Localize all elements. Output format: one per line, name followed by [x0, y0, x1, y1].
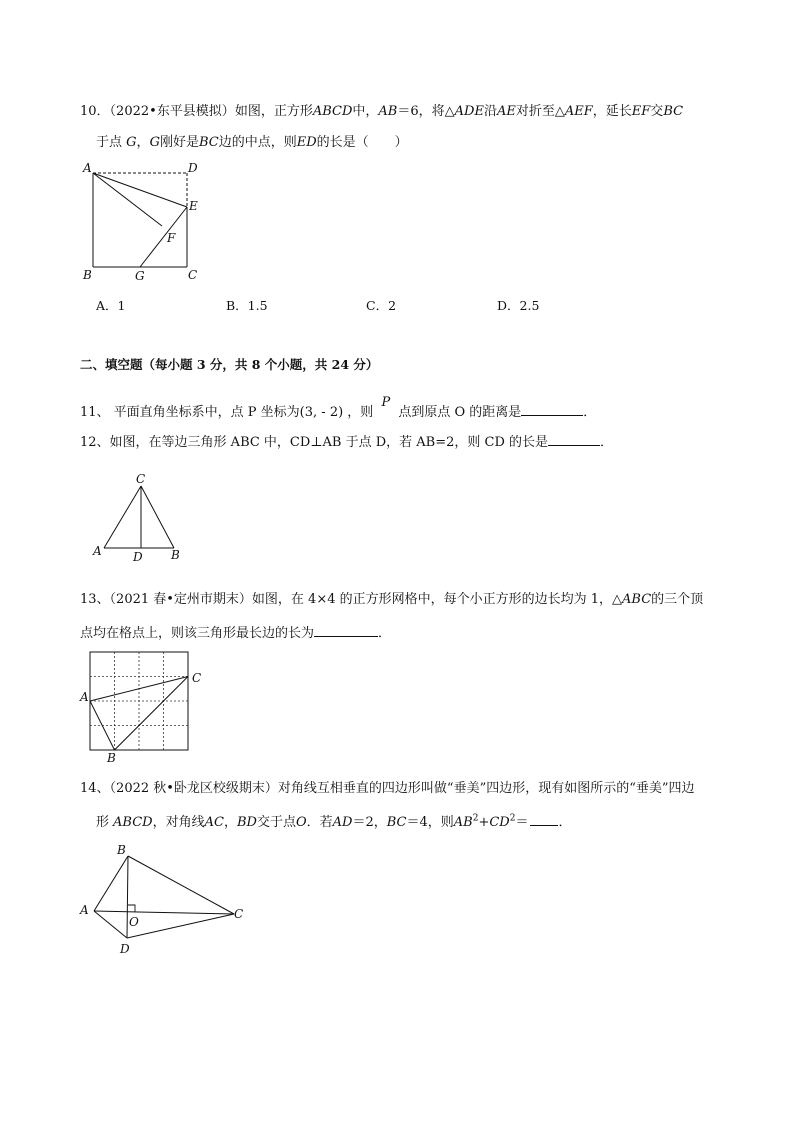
- q10-label-g: G: [135, 269, 145, 283]
- q12-answer-blank[interactable]: [548, 433, 600, 446]
- q10-label-e: E: [189, 199, 198, 213]
- q12-label-b: B: [171, 548, 180, 562]
- q11-answer-blank[interactable]: [521, 403, 583, 416]
- q14-label-b: B: [117, 843, 126, 857]
- q10-line2: 于点 G，G刚好是BC边的中点，则ED的长是（ ）: [96, 135, 408, 150]
- q10-label-c: C: [188, 268, 198, 282]
- q10-option-d[interactable]: D．2.5: [497, 298, 540, 313]
- q12-line: 12、如图，在等边三角形 ABC 中，CD⊥AB 于点 D，若 AB=2，则 CD 的长是 ．: [80, 435, 614, 450]
- q11-p-symbol: P: [381, 395, 391, 410]
- q14-line2: 形 ABCD，对角线AC，BD交于点O．若AD＝2，BC＝4，则$AB^2+CD^2=$ ．: [96, 813, 572, 830]
- section-heading: 二、填空题（每小题 3 分，共 8 个小题，共 24 分）: [80, 357, 379, 372]
- q13-answer-blank[interactable]: [314, 624, 378, 637]
- q14-figure: [76, 840, 256, 965]
- q10-option-a[interactable]: A．1: [96, 298, 126, 313]
- q12-label-d: D: [133, 550, 143, 564]
- q14-label-o: O: [129, 915, 139, 929]
- q12-figure: [90, 472, 190, 567]
- q10-label-a: A: [83, 161, 92, 175]
- q10-label-b: B: [83, 268, 92, 282]
- q11-line: 11、 平面直角坐标系中，点 P 坐标为(3, - 2) ，则 P 点到原点 O 的距离是 ．: [80, 395, 597, 420]
- q14-answer-blank[interactable]: [530, 813, 558, 826]
- q13-line1: 13、（2021 春•定州市期末）如图，在 4×4 的正方形网格中，每个小正方形的边长均为 1，△ABC的三个顶: [80, 592, 704, 607]
- q13-label-c: C: [192, 671, 202, 685]
- q13-label-b: B: [107, 751, 116, 765]
- q10-label-f: F: [167, 231, 176, 245]
- q14-label-d: D: [120, 942, 130, 956]
- q12-label-c: C: [136, 472, 146, 486]
- q12-label-a: A: [93, 544, 102, 558]
- q13-grid-figure: [78, 650, 218, 765]
- q10-option-b[interactable]: B．1.5: [226, 298, 268, 313]
- q10-line1: 10．（2022•东平县模拟）如图，正方形ABCD中，AB＝6，将△ADE沿AE对折至△AEF，延长EF交BC: [80, 104, 684, 119]
- q14-label-c: C: [234, 907, 244, 921]
- q10-figure: [80, 158, 210, 283]
- q10-option-c[interactable]: C．2: [366, 298, 397, 313]
- q10-label-d: D: [188, 161, 198, 175]
- q13-label-a: A: [80, 690, 89, 704]
- q10-number: 10．: [80, 104, 110, 119]
- q13-line2: 点均在格点上，则该三角形最长边的长为 ．: [80, 626, 392, 641]
- q14-line1: 14、（2022 秋•卧龙区校级期末）对角线互相垂直的四边形叫做“垂美”四边形，现有如图所示的“垂美”四边: [80, 781, 695, 796]
- q14-label-a: A: [80, 903, 89, 917]
